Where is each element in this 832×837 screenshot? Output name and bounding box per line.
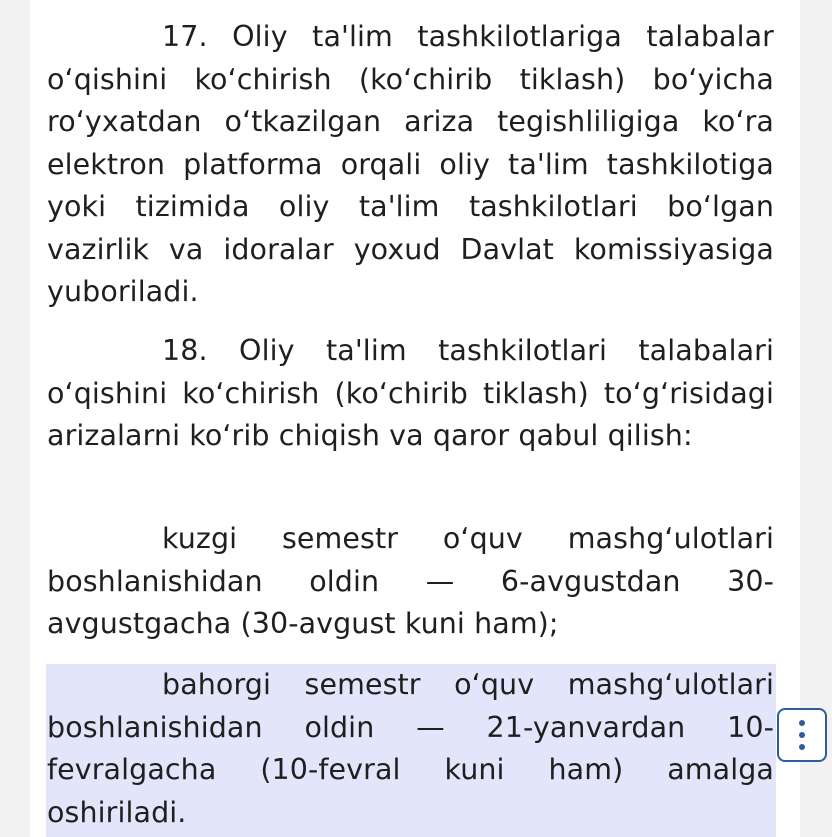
paragraph-17: 17. Oliy ta'lim tashkilotlariga talabalar oʻqishini koʻchirish (koʻchirib tiklash) boʻyicha roʻyxatdan oʻtkazilgan ariza tegishliligiga koʻra elektron platforma orqali oliy ta'lim tashkilotiga yoki tizimida oliy ta'lim tashkilotlari boʻlgan vazirlik va idoralar yoxud Davlat komissiyasiga yuboriladi.: [47, 20, 774, 308]
more-vertical-icon: [799, 720, 805, 750]
document-page: [30, 0, 800, 837]
paragraph-18: 18. Oliy ta'lim tashkilotlari talabalari oʻqishini koʻchirish (koʻchirib tiklash) toʻgʻrisidagi arizalarni koʻrib chiqish va qaror qabul qilish:: [47, 334, 774, 452]
paragraph-autumn-semester: kuzgi semestr oʻquv mashgʻulotlari boshlanishidan oldin — 6-avgustdan 30-avgustgacha (30-avgust kuni ham);: [47, 522, 774, 640]
more-options-button[interactable]: [777, 708, 827, 762]
paragraph-spring-semester-highlighted[interactable]: bahorgi semestr oʻquv mashgʻulotlari boshlanishidan oldin — 21-yanvardan 10-fevralgacha (10-fevral kuni ham) amalga oshiriladi.: [47, 668, 774, 829]
